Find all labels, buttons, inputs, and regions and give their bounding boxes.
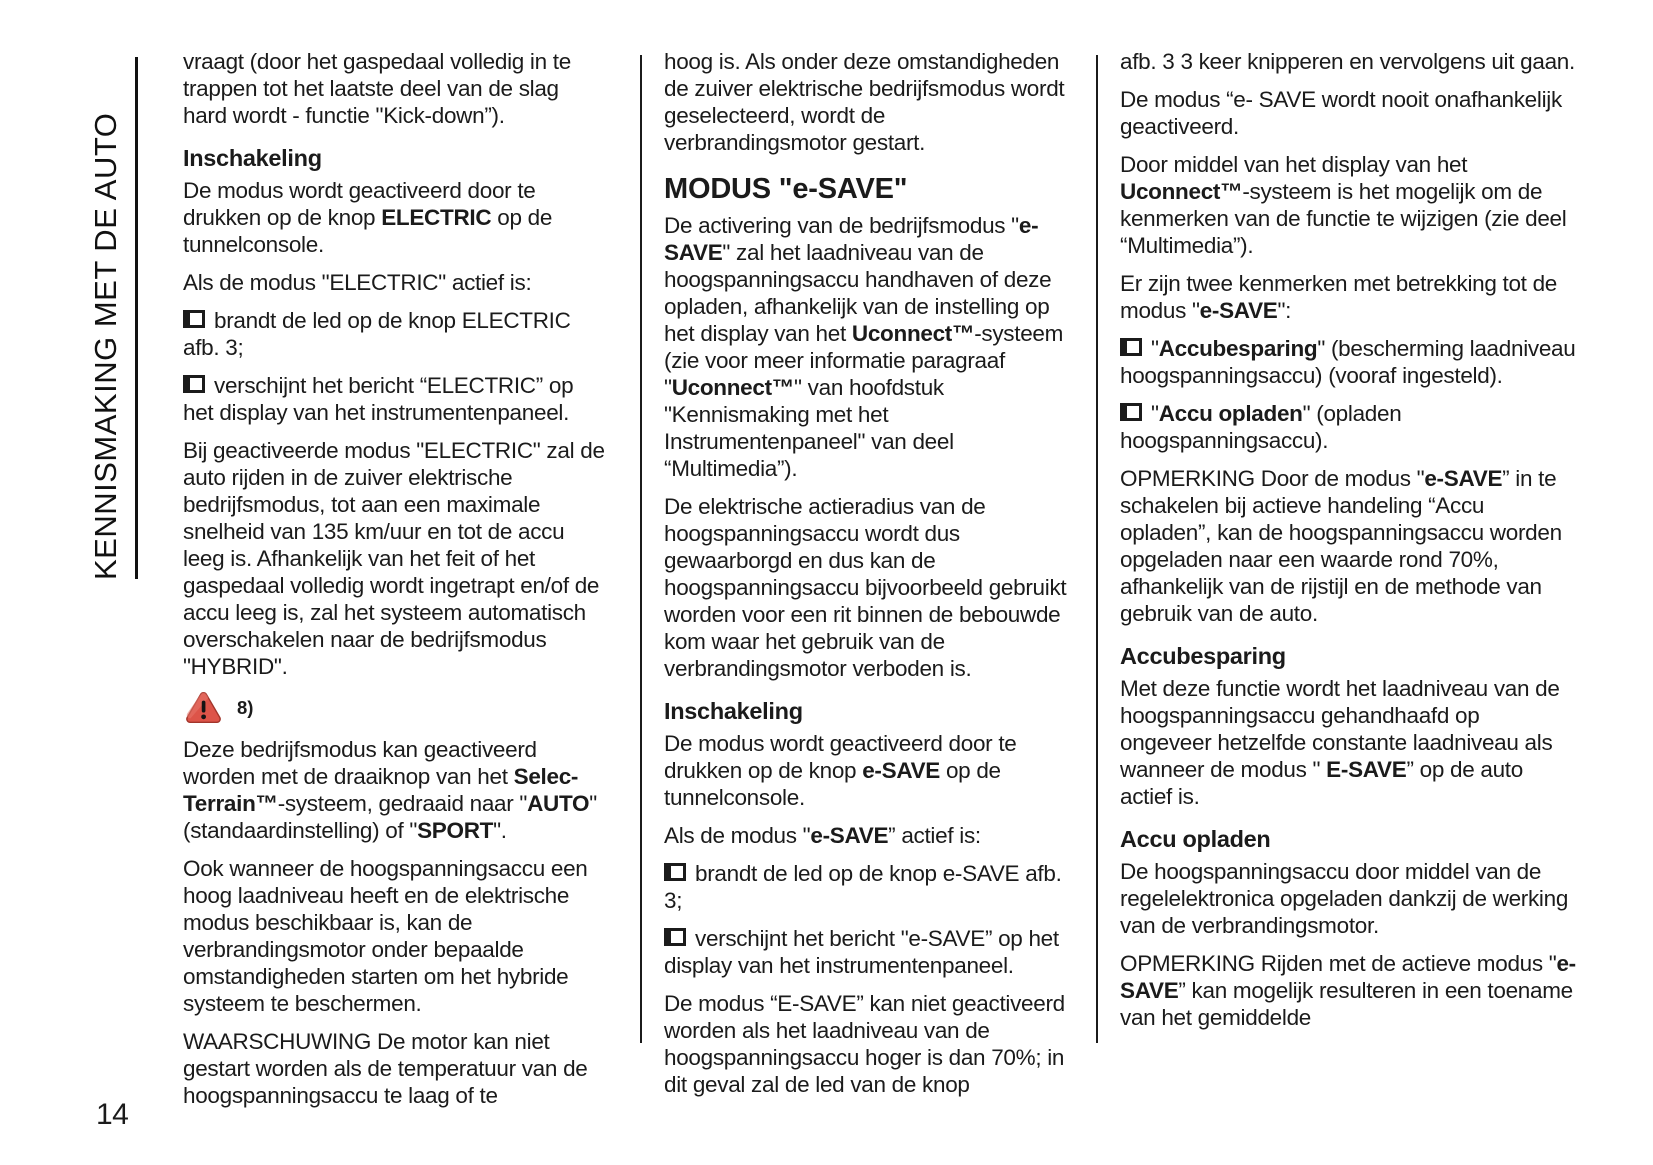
page-number: 14: [96, 1098, 129, 1131]
paragraph: De elektrische actieradius van de hoogspanningsaccu wordt dus gewaarborgd en dus kan de hoogspanningsaccu bijvoorbeeld gebruikt worden voor een rit binnen de bebouwde kom waar het gebruik van de verbrandingsmotor verboden is.: [664, 494, 1067, 681]
paragraph: hoog is. Als onder deze omstandigheden de zuiver elektrische bedrijfsmodus wordt geselecteerd, wordt de verbrandingsmotor gestart.: [664, 49, 1065, 155]
text-column-1: [183, 48, 605, 1120]
bullet-item: "Accubesparing" (bescherming laadniveau hoogspanningsaccu) (vooraf ingesteld).: [1120, 336, 1576, 388]
square-bullet-icon: [183, 375, 205, 393]
paragraph: Er zijn twee kenmerken met betrekking tot de modus "e-SAVE":: [1120, 271, 1558, 323]
warning-footnote-ref: 8): [237, 696, 254, 718]
paragraph: WAARSCHUWING De motor kan niet gestart worden als de temperatuur van de hoogspanningsaccu te laag of te: [183, 1029, 588, 1108]
bullet-item: verschijnt het bericht "e-SAVE” op het display van het instrumentenpaneel.: [664, 926, 1059, 978]
subsection-heading: Inschakeling: [664, 698, 803, 724]
subsection-heading: Accu opladen: [1120, 826, 1271, 852]
chapter-sidebar-title: KENNISMAKING MET DE AUTO: [88, 112, 123, 580]
paragraph: vraagt (door het gaspedaal volledig in te trappen tot het laatste deel van de slag hard wordt - functie "Kick-down”).: [183, 49, 571, 128]
paragraph: Als de modus "e-SAVE” actief is:: [664, 823, 981, 848]
paragraph: De modus wordt geactiveerd door te drukken op de knop ELECTRIC op de tunnelconsole.: [183, 178, 553, 257]
column-divider-2: [1096, 55, 1098, 1043]
text-column-2: [664, 48, 1072, 1109]
paragraph: Als de modus "ELECTRIC" actief is:: [183, 270, 532, 295]
paragraph: OPMERKING Door de modus "e-SAVE” in te schakelen bij actieve handeling “Accu opladen”, kan de hoogspanningsaccu worden opgeladen naar een waarde rond 70%, afhankelijk van de rijstijl en de methode van gebruik van de auto.: [1120, 466, 1562, 626]
square-bullet-icon: [1120, 338, 1142, 356]
square-bullet-icon: [664, 928, 686, 946]
bullet-item: verschijnt het bericht “ELECTRIC” op het display van het instrumentenpaneel.: [183, 373, 574, 425]
paragraph: Ook wanneer de hoogspanningsaccu een hoog laadniveau heeft en de elektrische modus beschikbaar is, kan de verbrandingsmotor onder bepaalde omstandigheden starten om het hybride systeem te beschermen.: [183, 856, 588, 1016]
paragraph: De modus wordt geactiveerd door te drukken op de knop e-SAVE op de tunnelconsole.: [664, 731, 1017, 810]
paragraph: OPMERKING Rijden met de actieve modus "e-SAVE” kan mogelijk resulteren in een toename van het gemiddelde: [1120, 951, 1576, 1030]
bullet-item: brandt de led op de knop e-SAVE afb. 3;: [664, 861, 1062, 913]
text-column-3: [1120, 48, 1576, 1042]
bullet-item: "Accu opladen" (opladen hoogspanningsaccu).: [1120, 401, 1402, 453]
paragraph: Deze bedrijfsmodus kan geactiveerd worden met de draaiknop van het Selec-Terrain™-systeem, gedraaid naar "AUTO" (standaardinstelling) of "SPORT".: [183, 737, 597, 843]
paragraph: De hoogspanningsaccu door middel van de regelelektronica opgeladen dankzij de werking van de verbrandingsmotor.: [1120, 859, 1569, 938]
subsection-heading: Inschakeling: [183, 145, 322, 171]
square-bullet-icon: [1120, 403, 1142, 421]
sidebar-rule: [135, 57, 138, 579]
warning-row: [185, 691, 605, 724]
bullet-item: brandt de led op de knop ELECTRIC afb. 3;: [183, 308, 571, 360]
paragraph: Door middel van het display van het Uconnect™-systeem is het mogelijk om de kenmerken van de functie te wijzigen (zie deel “Multimedia”).: [1120, 152, 1567, 258]
paragraph: afb. 3 3 keer knipperen en vervolgens uit gaan.: [1120, 49, 1575, 74]
paragraph: Met deze functie wordt het laadniveau van de hoogspanningsaccu gehandhaafd op ongeveer hetzelfde constante laadniveau als wanneer de modus " E-SAVE” op de auto actief is.: [1120, 676, 1560, 809]
warning-triangle-icon: [185, 691, 222, 724]
column-divider-1: [640, 55, 642, 1043]
square-bullet-icon: [664, 863, 686, 881]
paragraph: De modus “E-SAVE” kan niet geactiveerd worden als het laadniveau van de hoogspanningsaccu hoger is dan 70%; in dit geval zal de led van de knop: [664, 991, 1065, 1097]
paragraph: De modus “e- SAVE wordt nooit onafhankelijk geactiveerd.: [1120, 87, 1562, 139]
paragraph: Bij geactiveerde modus "ELECTRIC" zal de auto rijden in de zuiver elektrische bedrijfsmodus, tot aan een maximale snelheid van 135 km/uur en tot de accu leeg is. Afhankelijk van het feit of het gaspedaal volledig wordt ingetrapt en/of de accu leeg is, zal het systeem automatisch overschakelen naar de bedrijfsmodus "HYBRID".: [183, 438, 605, 679]
section-heading: MODUS "e-SAVE": [664, 173, 908, 205]
subsection-heading: Accubesparing: [1120, 643, 1286, 669]
paragraph: De activering van de bedrijfsmodus "e-SAVE" zal het laadniveau van de hoogspanningsaccu handhaven of deze opladen, afhankelijk van de instelling op het display van het Uconnect™-systeem (zie voor meer informatie paragraaf "Uconnect™" van hoofdstuk "Kennismaking met het Instrumentenpaneel" van deel “Multimedia”).: [664, 213, 1064, 481]
square-bullet-icon: [183, 310, 205, 328]
